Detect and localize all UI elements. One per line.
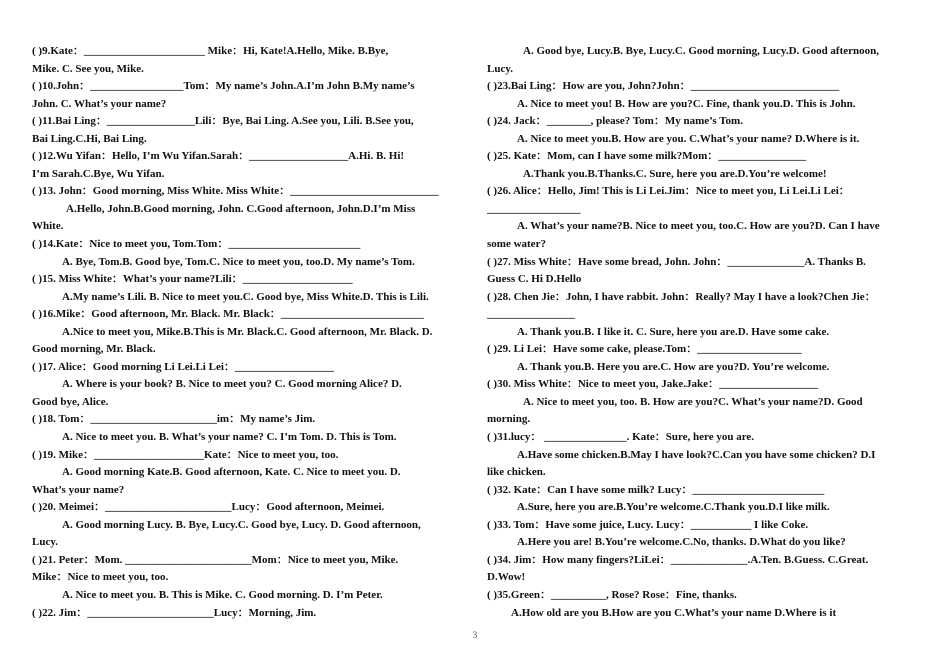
text-line: Bai Ling.C.Hi, Bai Ling. xyxy=(32,132,147,145)
text-line: ( )34. Jim：How many fingers?LiLei：______________.A.Ten. B.Guess. C.Great. xyxy=(487,553,869,566)
text-line: ( )17. Alice：Good morning Li Lei.Li Lei：__________________ xyxy=(32,360,334,373)
text-line: A.Here you are! B.You’re welcome.C.No, thanks. D.What do you like? xyxy=(517,536,846,549)
text-line: A. Nice to meet you. B. This is Mike. C. Good morning. D. I’m Peter. xyxy=(62,588,383,601)
text-line: What’s your name? xyxy=(32,483,125,496)
text-line: ( )33. Tom：Have some juice, Lucy. Lucy：___________ I like Coke. xyxy=(487,518,809,531)
text-line: ( )30. Miss White：Nice to meet you, Jake.Jake：__________________ xyxy=(487,378,818,391)
text-line: Lucy. xyxy=(32,536,58,549)
text-line: ( )15. Miss White：What’s your name?Lili：____________________ xyxy=(32,273,353,286)
text-line: ( )13. John：Good morning, Miss White. Miss White：___________________________ xyxy=(32,185,439,198)
text-line: A.Nice to meet you, Mike.B.This is Mr. Black.C. Good afternoon, Mr. Black. D. xyxy=(62,325,433,338)
text-line: A. Where is your book? B. Nice to meet you? C. Good morning Alice? D. xyxy=(62,378,402,391)
text-line: A.Sure, here you are.B.You’re welcome.C.Thank you.D.I like milk. xyxy=(517,501,830,514)
text-line: A. Bye, Tom.B. Good bye, Tom.C. Nice to meet you, too.D. My name’s Tom. xyxy=(62,255,415,268)
text-line: ( )9.Kate：______________________ Mike：Hi, Kate!A.Hello, Mike. B.Bye, xyxy=(32,45,389,57)
text-line: Good morning, Mr. Black. xyxy=(32,343,156,356)
text-line: A. Nice to meet you. B. What’s your name? C. I’m Tom. D. This is Tom. xyxy=(62,431,397,444)
left-column xyxy=(32,43,464,622)
text-line: ( )28. Chen Jie：John, I have rabbit. John：Really? May I have a look?Chen Jie： xyxy=(487,290,876,303)
text-line: ________________ xyxy=(487,308,575,321)
text-line: ( )19. Mike：____________________Kate：Nice to meet you, too. xyxy=(32,448,339,461)
text-line: ( )22. Jim：_______________________Lucy：Morning, Jim. xyxy=(32,606,317,619)
text-line: A.Thank you.B.Thanks.C. Sure, here you are.D.You’re welcome! xyxy=(523,167,827,180)
text-line: A.How old are you B.How are you C.What’s your name D.Where is it xyxy=(511,606,837,619)
text-line: A. Good bye, Lucy.B. Bye, Lucy.C. Good morning, Lucy.D. Good afternoon, xyxy=(523,45,880,57)
text-line: Good bye, Alice. xyxy=(32,395,109,408)
text-line: White. xyxy=(32,220,64,233)
text-line: ( )20. Meimei：_______________________Lucy：Good afternoon, Meimei. xyxy=(32,501,385,514)
text-line: Lucy. xyxy=(487,62,513,75)
text-line: ( )24. Jack：________, please? Tom：My name’s Tom. xyxy=(487,115,743,128)
text-line: A.Have some chicken.B.May I have look?C.Can you have some chicken? D.I xyxy=(517,448,876,461)
text-line: A. Nice to meet you! B. How are you?C. Fine, thank you.D. This is John. xyxy=(517,97,856,110)
text-line: ( )25. Kate：Mom, can I have some milk?Mom：________________ xyxy=(487,150,807,163)
text-line: A.My name’s Lili. B. Nice to meet you.C. Good bye, Miss White.D. This is Lili. xyxy=(62,290,429,303)
text-line: ( )10.John：_________________Tom：My name’s John.A.I’m John B.My name’s xyxy=(32,80,415,93)
text-line: Mike. C. See you, Mike. xyxy=(32,62,144,75)
text-line: A. Good morning Kate.B. Good afternoon, Kate. C. Nice to meet you. D. xyxy=(62,466,401,479)
text-line: ( )11.Bai Ling：________________Lili：Bye, Bai Ling. A.See you, Lili. B.See you, xyxy=(32,115,414,128)
text-line: ( )26. Alice：Hello, Jim! This is Li Lei.Jim：Nice to meet you, Li Lei.Li Lei： xyxy=(487,185,850,198)
text-line: A. What’s your name?B. Nice to meet you, too.C. How are you?D. Can I have xyxy=(517,220,880,233)
text-line: John. C. What’s your name? xyxy=(32,97,167,110)
text-line: ( )18. Tom：_______________________im：My name’s Jim. xyxy=(32,413,316,426)
right-column xyxy=(487,43,918,622)
text-line: Guess C. Hi D.Hello xyxy=(487,273,582,286)
text-line: ( )16.Mike：Good afternoon, Mr. Black. Mr. Black：__________________________ xyxy=(32,308,424,321)
text-line: ( )21. Peter：Mom. _______________________Mom：Nice to meet you, Mike. xyxy=(32,553,399,566)
text-line: A. Good morning Lucy. B. Bye, Lucy.C. Good bye, Lucy. D. Good afternoon, xyxy=(62,518,421,531)
text-line: morning. xyxy=(487,413,531,426)
text-line: ( )12.Wu Yifan：Hello, I’m Wu Yifan.Sarah：__________________A.Hi. B. Hi! xyxy=(32,150,405,163)
text-line: like chicken. xyxy=(487,466,546,479)
text-line: ( )35.Green：__________, Rose? Rose：Fine, thanks. xyxy=(487,588,737,601)
text-line: A. Thank you.B. Here you are.C. How are you?D. You’re welcome. xyxy=(517,360,830,373)
text-line: some water? xyxy=(487,238,546,251)
text-line: ( )29. Li Lei：Have some cake, please.Tom：___________________ xyxy=(487,343,802,356)
text-line: D.Wow! xyxy=(487,571,526,584)
text-line: I’m Sarah.C.Bye, Wu Yifan. xyxy=(32,167,165,180)
text-line: A.Hello, John.B.Good morning, John. C.Good afternoon, John.D.I’m Miss xyxy=(66,202,416,215)
text-line: ( )31.lucy： _______________. Kate：Sure, here you are. xyxy=(487,431,755,444)
text-line: Mike：Nice to meet you, too. xyxy=(32,571,169,584)
text-line: A. Nice to meet you, too. B. How are you?C. What’s your name?D. Good xyxy=(523,395,863,408)
text-line: ( )14.Kate：Nice to meet you, Tom.Tom：________________________ xyxy=(32,238,361,251)
page-number: 3 xyxy=(472,630,478,640)
text-line: _________________ xyxy=(487,202,581,215)
text-line: ( )23.Bai Ling：How are you, John?John：___________________________ xyxy=(487,80,840,93)
text-line: ( )27. Miss White：Have some bread, John. John：______________A. Thanks B. xyxy=(487,255,866,268)
text-line: A. Thank you.B. I like it. C. Sure, here you are.D. Have some cake. xyxy=(517,325,830,338)
text-line: A. Nice to meet you.B. How are you. C.What’s your name? D.Where is it. xyxy=(517,132,860,145)
text-line: ( )32. Kate：Can I have some milk? Lucy：________________________ xyxy=(487,483,825,496)
